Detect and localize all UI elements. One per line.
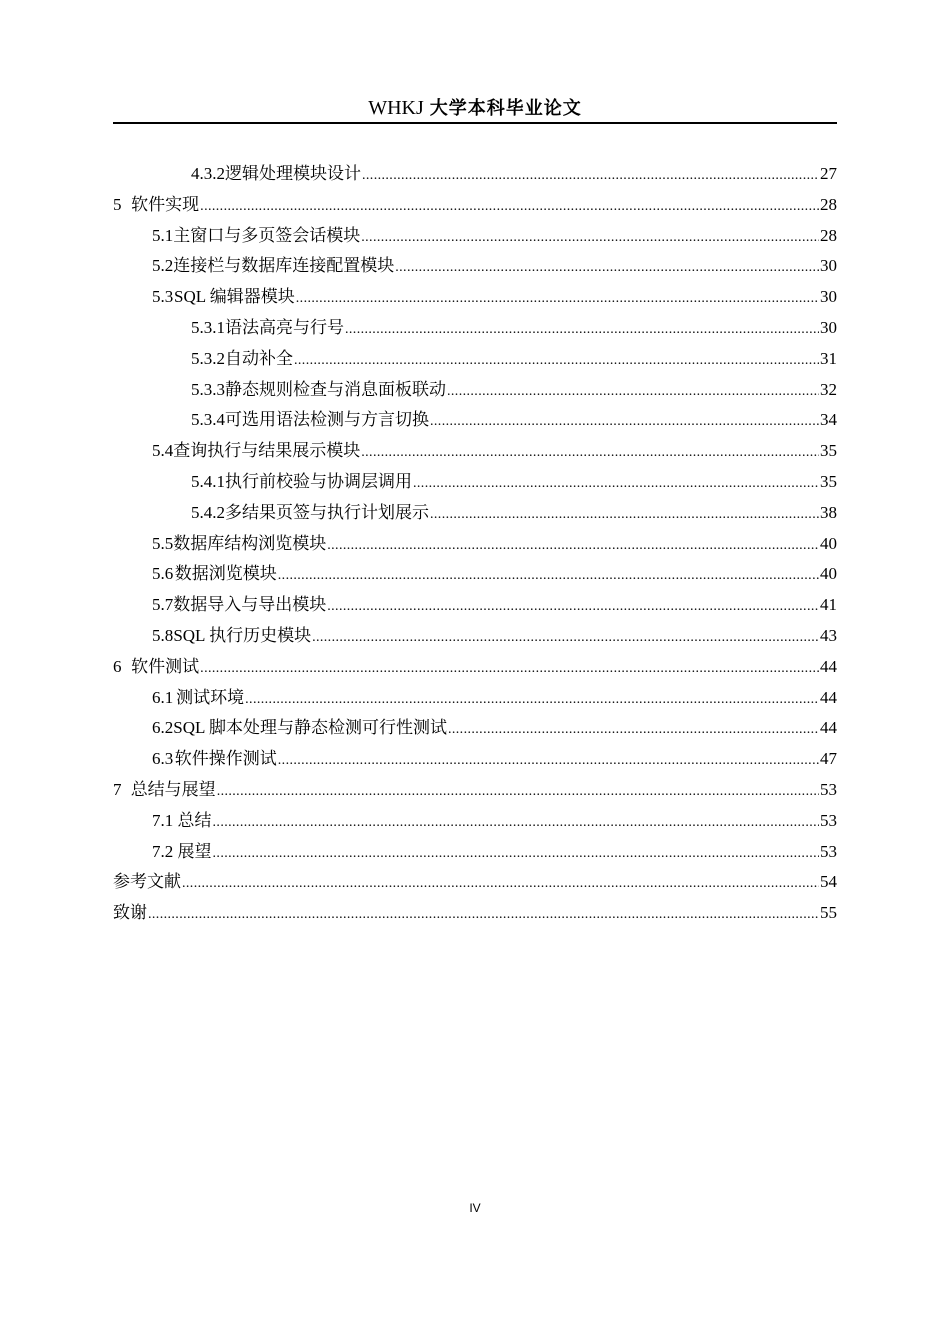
toc-entry-number: 5.6 — [152, 564, 174, 584]
toc-entry[interactable] — [113, 282, 837, 313]
toc-entry[interactable] — [113, 190, 837, 221]
toc-entry-title: 静态规则检查与消息面板联动 — [225, 379, 446, 399]
toc-entry-title: 数据库结构浏览模块 — [173, 533, 327, 553]
toc-entry-page: 53 — [820, 841, 837, 861]
toc-entry-page: 44 — [820, 687, 837, 707]
toc-leader-dots — [362, 168, 819, 184]
toc-entry-page: 55 — [820, 903, 837, 923]
toc-entry-number: 6.2 — [152, 718, 174, 738]
toc-entry-page: 30 — [820, 287, 837, 307]
toc-entry-number: 5.7 — [152, 595, 174, 615]
toc-entry-title: 可选用语法检测与方言切换 — [225, 410, 429, 430]
toc-entry-title: 逻辑处理模块设计 — [225, 164, 361, 183]
header-title — [368, 94, 582, 120]
toc-entry-number: 4.3.2 — [191, 164, 225, 183]
toc-entry-title: 数据浏览模块 — [174, 564, 277, 584]
toc-entry[interactable] — [113, 867, 837, 898]
toc-entry-number: 5.3 — [152, 287, 174, 307]
toc-entry[interactable] — [113, 159, 837, 190]
toc-entry[interactable] — [113, 621, 837, 652]
toc-entry-number: 6 — [113, 656, 122, 676]
toc-entry[interactable] — [113, 837, 837, 868]
toc-leader-dots — [448, 722, 819, 738]
toc-entry[interactable] — [113, 344, 837, 375]
toc-leader-dots — [327, 538, 819, 554]
toc-entry-title: 语法高亮与行号 — [225, 317, 344, 337]
toc-entry-page: 40 — [820, 564, 837, 584]
toc-entry-page: 44 — [820, 656, 837, 676]
toc-leader-dots — [278, 753, 819, 769]
toc-entry[interactable] — [113, 559, 837, 590]
toc-entry[interactable] — [113, 683, 837, 714]
toc-leader-dots — [361, 445, 819, 461]
toc-entry[interactable] — [113, 467, 837, 498]
toc-entry-page: 41 — [820, 595, 837, 615]
toc-entry[interactable] — [113, 405, 837, 436]
toc-entry-page: 35 — [820, 441, 837, 461]
toc-leader-dots — [361, 230, 819, 246]
toc-entry-page: 28 — [820, 194, 837, 214]
toc-entry-title: 执行前校验与协调层调用 — [225, 471, 412, 491]
toc-entry-title: 总结与展望 — [130, 779, 216, 799]
toc-entry-page: 27 — [820, 164, 837, 183]
toc-entry-number: 5.4 — [152, 441, 174, 461]
toc-entry-title: 参考文献 — [113, 872, 181, 892]
toc-leader-dots — [200, 199, 819, 215]
toc-leader-dots — [296, 291, 819, 307]
toc-entry[interactable] — [113, 898, 837, 929]
toc-entry[interactable] — [113, 590, 837, 621]
toc-leader-dots — [148, 907, 819, 923]
toc-entry-title: 总结 — [177, 810, 212, 830]
toc-leader-dots — [413, 476, 819, 492]
toc-entry[interactable] — [113, 251, 837, 282]
toc-entry-title: SQL 执行历史模块 — [173, 625, 312, 645]
toc-entry-number: 5.8 — [152, 625, 174, 645]
toc-entry-number: 5.1 — [152, 225, 174, 245]
toc-entry-page: 30 — [820, 256, 837, 276]
header-school: 大学本科毕业论文 — [429, 98, 582, 119]
toc-leader-dots — [217, 784, 819, 800]
toc-leader-dots — [245, 692, 819, 708]
toc-leader-dots — [182, 876, 819, 892]
toc-entry-title: 连接栏与数据库连接配置模块 — [173, 256, 395, 276]
toc-entry-page: 34 — [820, 410, 837, 430]
toc-entry-number: 6.3 — [152, 749, 174, 769]
toc-entry-title: 展望 — [177, 841, 212, 861]
toc-entry-number: 5.4.2 — [191, 502, 225, 522]
toc-entry-number: 5.5 — [152, 533, 174, 553]
toc-entry-page: 40 — [820, 533, 837, 553]
toc-entry-page: 47 — [820, 749, 837, 769]
toc-entry-page: 38 — [820, 502, 837, 522]
toc-entry-title: SQL 脚本处理与静态检测可行性测试 — [173, 718, 447, 738]
toc-entry-title: 软件操作测试 — [174, 749, 277, 769]
toc-entry[interactable] — [113, 498, 837, 529]
page-header — [113, 92, 837, 124]
toc-entry[interactable] — [113, 221, 837, 252]
toc-leader-dots — [327, 599, 819, 615]
toc-entry-title: SQL 编辑器模块 — [174, 287, 295, 307]
table-of-contents — [113, 159, 837, 929]
toc-entry-title: 测试环境 — [176, 687, 245, 707]
toc-entry-title: 数据导入与导出模块 — [173, 595, 327, 615]
toc-entry-page: 44 — [820, 718, 837, 738]
toc-entry-number: 5.3.2 — [191, 348, 225, 368]
toc-leader-dots — [278, 568, 819, 584]
toc-leader-dots — [447, 384, 819, 400]
toc-leader-dots — [312, 630, 819, 646]
toc-entry-title: 主窗口与多页签会话模块 — [173, 225, 361, 245]
toc-entry-number: 7 — [113, 779, 122, 799]
toc-entry-number: 5 — [113, 194, 122, 214]
toc-entry[interactable] — [113, 313, 837, 344]
header-brand: WHKJ — [368, 97, 424, 119]
toc-entry[interactable] — [113, 713, 837, 744]
toc-leader-dots — [294, 353, 819, 369]
toc-entry-number: 5.2 — [152, 256, 174, 276]
toc-entry-number: 5.3.4 — [191, 410, 225, 430]
toc-entry-number: 7.2 — [152, 841, 174, 861]
toc-entry-title: 多结果页签与执行计划展示 — [225, 502, 429, 522]
toc-entry-page: 43 — [820, 625, 837, 645]
toc-leader-dots — [345, 322, 819, 338]
toc-leader-dots — [395, 260, 819, 276]
toc-entry-number: 7.1 — [152, 810, 174, 830]
toc-entry-page: 31 — [820, 348, 837, 368]
toc-entry[interactable] — [113, 375, 837, 406]
toc-entry[interactable] — [113, 806, 837, 837]
toc-entry-page: 35 — [820, 471, 837, 491]
toc-entry-title: 致谢 — [113, 903, 147, 923]
toc-entry-title: 软件测试 — [131, 656, 200, 676]
toc-entry-page: 32 — [820, 379, 837, 399]
toc-entry[interactable] — [113, 744, 837, 775]
toc-entry-page: 53 — [820, 810, 837, 830]
toc-entry-title: 自动补全 — [225, 348, 293, 368]
toc-entry[interactable] — [113, 436, 837, 467]
toc-entry-page: 28 — [820, 225, 837, 245]
toc-entry[interactable] — [113, 529, 837, 560]
toc-leader-dots — [430, 414, 819, 430]
toc-leader-dots — [200, 661, 819, 677]
toc-entry[interactable] — [113, 775, 837, 806]
page-number: IV — [469, 1201, 481, 1215]
toc-entry-page: 54 — [820, 872, 837, 892]
toc-entry-page: 30 — [820, 317, 837, 337]
toc-entry-number: 6.1 — [152, 687, 174, 707]
toc-leader-dots — [213, 846, 819, 862]
toc-entry-page: 53 — [820, 779, 837, 799]
toc-entry[interactable] — [113, 652, 837, 683]
toc-entry-number: 5.3.3 — [191, 379, 225, 399]
toc-leader-dots — [213, 815, 819, 831]
toc-entry-number: 5.3.1 — [191, 317, 225, 337]
toc-entry-title: 软件实现 — [131, 194, 200, 214]
toc-entry-title: 查询执行与结果展示模块 — [173, 441, 361, 461]
toc-leader-dots — [430, 507, 819, 523]
toc-entry-number: 5.4.1 — [191, 471, 225, 491]
